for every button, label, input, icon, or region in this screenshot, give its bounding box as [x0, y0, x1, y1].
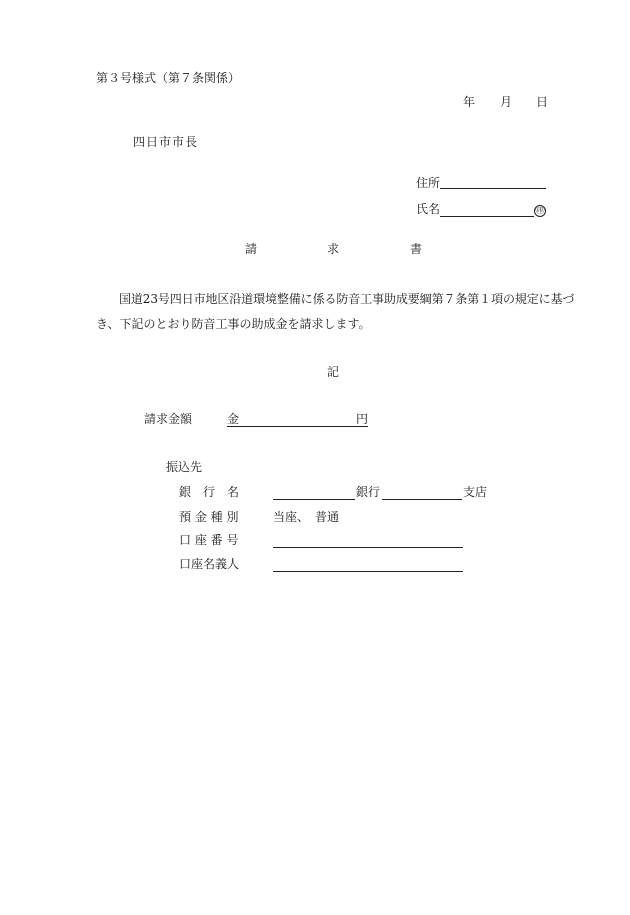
amount-label: 請求金額 [144, 412, 193, 426]
bank-name-label: 銀 行 名 [179, 485, 240, 499]
account-holder-label: 口座名義人 [179, 557, 240, 571]
account-number-field[interactable] [273, 534, 463, 548]
body-text-line-1: 国道23号四日市地区沿道環境整備に係る防音工事助成要綱第７条第１項の規定に基づ [119, 292, 575, 306]
amount-prefix: 金 [227, 412, 240, 426]
account-number-label: 口 座 番 号 [179, 533, 239, 547]
amount-suffix: 円 [355, 412, 368, 426]
date-day: 日 [536, 95, 549, 109]
ki-heading: 記 [327, 365, 340, 379]
date-month: 月 [500, 95, 513, 109]
transfer-heading: 振込先 [166, 460, 203, 474]
deposit-type-label: 預 金 種 別 [179, 510, 239, 524]
title-char-1: 請 [245, 242, 258, 256]
deposit-type-options: 当座、 普通 [273, 510, 340, 524]
addressee: 四日市市長 [133, 135, 199, 149]
branch-suffix: 支店 [463, 485, 488, 499]
address-field[interactable] [440, 176, 546, 189]
bank-name-field[interactable] [273, 486, 355, 500]
seal-mark: ㊞ [535, 206, 545, 216]
branch-name-field[interactable] [382, 486, 462, 500]
date-year: 年 [463, 95, 476, 109]
name-field[interactable] [440, 204, 534, 217]
body-text-line-2: き、下記のとおり防音工事の助成金を請求します。 [96, 317, 371, 331]
name-line [416, 203, 546, 217]
amount-field[interactable] [227, 413, 368, 427]
title-char-2: 求 [327, 242, 340, 256]
address-line [416, 176, 546, 189]
title-char-3: 書 [410, 242, 423, 256]
address-label: 住所 [416, 176, 441, 190]
bank-suffix: 銀行 [356, 485, 381, 499]
name-label: 氏名 [416, 202, 441, 216]
form-number: 第３号様式（第７条関係） [96, 71, 241, 85]
account-holder-field[interactable] [273, 558, 463, 572]
